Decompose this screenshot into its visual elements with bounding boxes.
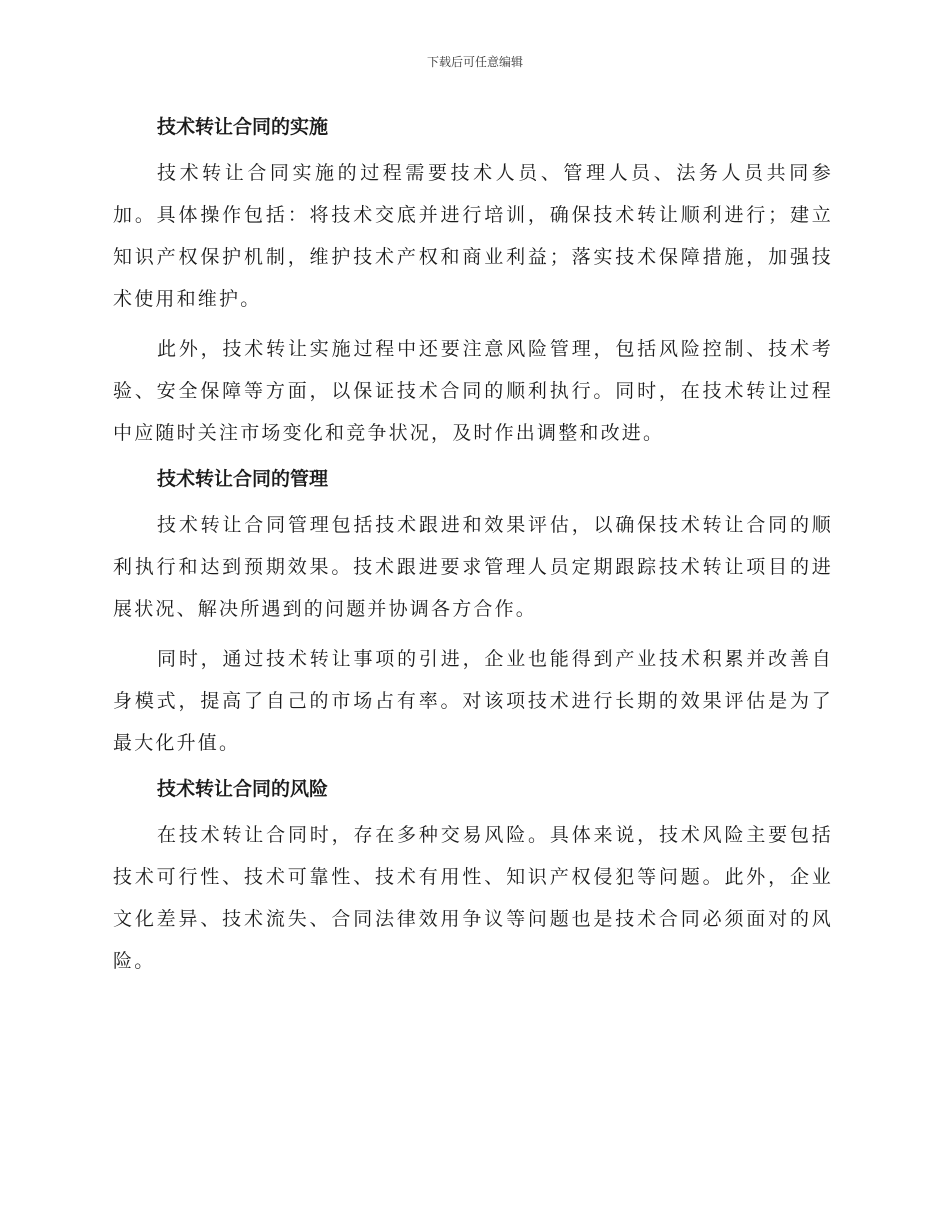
paragraph: 此外，技术转让实施过程中还要注意风险管理，包括风险控制、技术考验、安全保障等方面，以保证技术合同的顺利执行。同时，在技术转让过程中应随时关注市场变化和竞争状况，及时作出调整和改进。 [113, 338, 833, 444]
document-body [113, 110, 833, 990]
paragraph: 在技术转让合同时，存在多种交易风险。具体来说，技术风险主要包括技术可行性、技术可靠性、技术有用性、知识产权侵犯等问题。此外，企业文化差异、技术流失、合同法律效用争议等问题也是技术合同必须面对的风险。 [113, 824, 833, 972]
paragraph: 技术转让合同实施的过程需要技术人员、管理人员、法务人员共同参加。具体操作包括：将技术交底并进行培训，确保技术转让顺利进行；建立知识产权保护机制，维护技术产权和商业利益；落实技术保障措施，加强技术使用和维护。 [113, 162, 833, 310]
section-implementation [113, 110, 833, 454]
page-header: 下载后可任意编辑 [426, 55, 523, 69]
section-management [113, 462, 833, 764]
paragraph: 技术转让合同管理包括技术跟进和效果评估，以确保技术转让合同的顺利执行和达到预期效果。技术跟进要求管理人员定期跟踪技术转让项目的进展状况、解决所遇到的问题并协调各方合作。 [113, 514, 833, 620]
section-heading: 技术转让合同的风险 [157, 778, 329, 800]
paragraph: 同时，通过技术转让事项的引进，企业也能得到产业技术积累并改善自身模式，提高了自己的市场占有率。对该项技术进行长期的效果评估是为了最大化升值。 [113, 648, 833, 754]
section-heading: 技术转让合同的实施 [157, 116, 329, 138]
section-risk [113, 772, 833, 982]
section-heading: 技术转让合同的管理 [157, 468, 329, 490]
